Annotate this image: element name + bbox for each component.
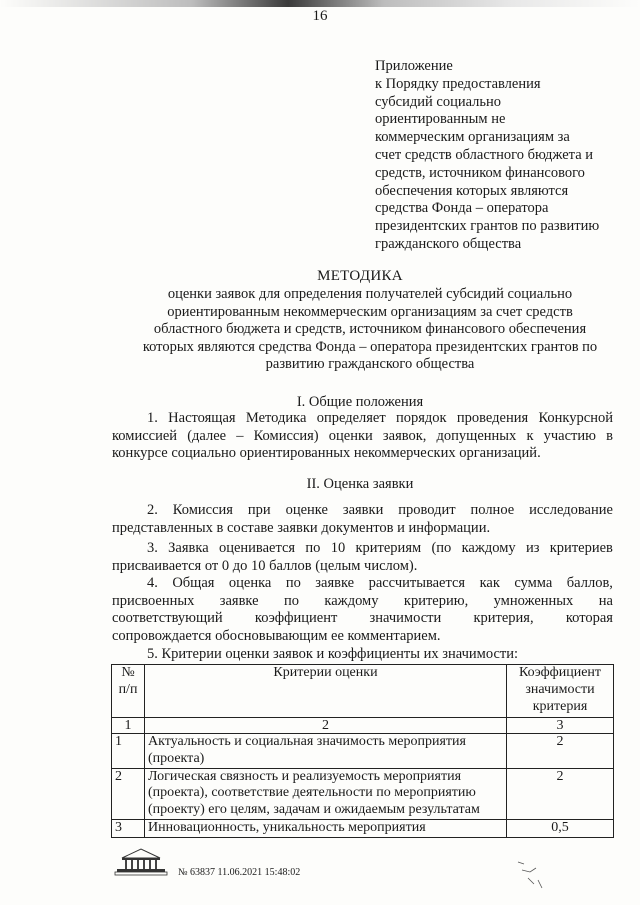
paragraph-line: 1. Настоящая Методика определяет порядок проведения Конкурсной xyxy=(147,410,613,426)
paragraph-1 xyxy=(112,410,613,463)
document-footer xyxy=(114,842,634,902)
subtitle-line: развитию гражданского общества xyxy=(265,356,475,373)
appendix-line: средства Фонда – оператора xyxy=(375,200,549,217)
scan-edge xyxy=(0,0,640,7)
table-row xyxy=(112,768,614,819)
table-cell: 2 xyxy=(145,718,507,734)
table-cell: 3 xyxy=(507,718,614,734)
appendix-line: Приложение xyxy=(375,58,453,74)
table-header-row xyxy=(112,665,614,718)
scan-marks xyxy=(510,858,550,893)
paragraph-line: сопровождается обосновывающим ее комментарием. xyxy=(112,627,441,644)
appendix-line: гражданского общества xyxy=(375,235,522,252)
paragraph-line: 2. Комиссия при оценке заявки проводит полное исследование xyxy=(147,502,613,518)
row-criteria-cell: Инновационность, уникальность мероприятия xyxy=(145,819,507,837)
paragraph-line: 3. Заявка оценивается по 10 критериям (по каждому из критериев xyxy=(147,540,613,556)
appendix-block xyxy=(375,58,625,254)
paragraph-4 xyxy=(112,575,613,645)
paragraph-5 xyxy=(112,646,613,664)
page-number: 16 xyxy=(312,8,328,24)
row-num-cell: 1 xyxy=(112,734,145,769)
building-stamp-icon xyxy=(114,846,168,876)
appendix-line: к Порядку предоставления xyxy=(375,75,541,92)
header-num-cell: № п/п xyxy=(112,665,145,718)
appendix-line: коммерческим организациям за xyxy=(375,129,570,146)
appendix-line: президентских грантов по развитию xyxy=(375,218,600,235)
row-coef-cell: 2 xyxy=(507,734,614,769)
table-row xyxy=(112,734,614,769)
row-criteria-cell: Логическая связность и реализуемость мероприятия (проекта), соответствие деятельности по мероприятию (проекту) его целям, задачам и ожидаемым результатам xyxy=(145,768,507,819)
paragraph-line: 5. Критерии оценки заявок и коэффициенты их значимости: xyxy=(147,646,519,662)
row-criteria-cell: Актуальность и социальная значимость мероприятия (проекта) xyxy=(145,734,507,769)
document-subtitle xyxy=(95,286,640,374)
subtitle-line: ориентированным некоммерческим организациям за счет средств xyxy=(167,303,573,320)
row-coef-cell: 2 xyxy=(507,768,614,819)
table-row xyxy=(112,819,614,837)
subtitle-line: оценки заявок для определения получателей субсидий социально xyxy=(167,286,573,302)
criteria-table xyxy=(111,664,614,838)
paragraph-line: 4. Общая оценка по заявке рассчитывается как сумма баллов, xyxy=(147,575,613,591)
appendix-line: обеспечения которых являются xyxy=(375,182,569,199)
header-coef-cell: Коэффициент значимости критерия xyxy=(507,665,614,718)
paragraph-line: присвоенных заявке по каждому критерию, умноженных на xyxy=(112,592,613,609)
row-num-cell: 3 xyxy=(112,819,145,837)
appendix-line: субсидий социально xyxy=(375,93,502,110)
subtitle-line: областного бюджета и средств, источником финансового обеспечения xyxy=(153,321,587,338)
appendix-line: счет средств областного бюджета и xyxy=(375,146,594,163)
section-1-heading: I. Общие положения xyxy=(296,394,424,410)
section-2-heading: II. Оценка заявки xyxy=(306,476,414,492)
appendix-line: ориентированным не xyxy=(375,111,506,128)
paragraph-line: соответствующий коэффициент значимости критерия, которая xyxy=(112,610,613,627)
paragraph-3 xyxy=(112,540,613,575)
doc-registration-number: № 63837 11.06.2021 15:48:02 xyxy=(178,867,301,878)
row-coef-cell: 0,5 xyxy=(507,819,614,837)
header-criteria-cell: Критерии оценки xyxy=(145,665,507,718)
paragraph-line: представленных в составе заявки документов и информации. xyxy=(112,519,491,536)
table-cell: 1 xyxy=(112,718,145,734)
document-title: МЕТОДИКА xyxy=(317,268,403,284)
paragraph-line: комиссией (далее – Комиссия) оценки заявок, допущенных к участию в xyxy=(112,427,613,444)
paragraph-line: присваивается от 0 до 10 баллов (целым числом). xyxy=(112,557,418,574)
appendix-line: средств, источником финансового xyxy=(375,164,585,181)
subtitle-line: которых являются средства Фонда – оператора президентских грантов по xyxy=(142,338,598,355)
paragraph-line: конкурсе социально ориентированных некоммерческих организаций. xyxy=(112,445,541,462)
paragraph-2 xyxy=(112,502,613,537)
table-numbering-row xyxy=(112,718,614,734)
row-num-cell: 2 xyxy=(112,768,145,819)
